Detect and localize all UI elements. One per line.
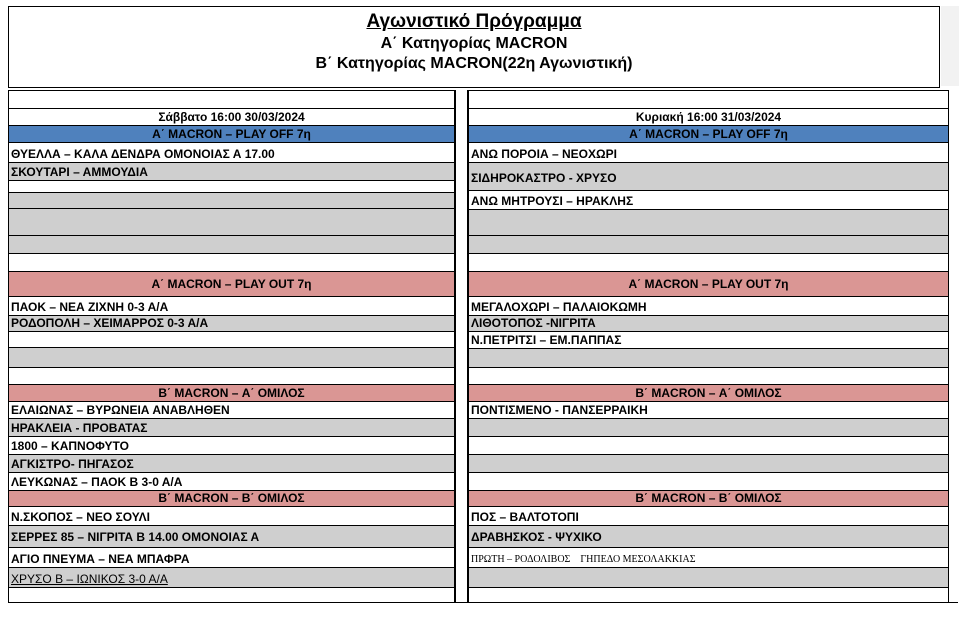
page-edge-shade (941, 6, 959, 86)
empty-row (469, 209, 948, 235)
match-row: ΔΡΑΒΗΣΚΟΣ - ΨΥΧΙΚΟ (469, 525, 948, 547)
empty-row (9, 192, 454, 208)
empty-row (469, 367, 948, 384)
match-row: ΧΡΥΣΟ Β – ΙΩΝΙΚΟΣ 3-0 Α/Α (9, 567, 454, 587)
bottom-rule (8, 602, 958, 603)
match-row: ΠΟΣ – ΒΑΛΤΟΤΟΠΙ (469, 506, 948, 525)
match-row: ΠΟΝΤΙΣΜΕΝΟ - ΠΑΝΣΕΡΡΑΙΚΗ (469, 401, 948, 418)
schedule-header (8, 6, 940, 88)
section-header-playout: Α΄ MACRON – PLAY OUT 7η (9, 271, 454, 296)
section-header-group-b: Β΄ MACRON – Β΄ ΟΜΙΛΟΣ (9, 490, 454, 506)
empty-row (469, 567, 948, 587)
empty-row (469, 418, 948, 436)
empty-row (9, 180, 454, 192)
sunday-date: Κυριακή 16:00 31/03/2024 (469, 108, 948, 125)
saturday-column (8, 90, 455, 602)
match-row: ΣΙΔΗΡΟΚΑΣΤΡΟ - ΧΡΥΣΟ (469, 162, 948, 190)
match-row: ΑΓΚΙΣΤΡΟ- ΠΗΓΑΣΟΣ (9, 454, 454, 472)
empty-row (9, 253, 454, 271)
empty-row (9, 331, 454, 347)
match-row: ΘΥΕΛΛΑ – ΚΑΛΑ ΔΕΝΔΡΑ ΟΜΟΝΟΙΑΣ Α 17.00 (9, 142, 454, 162)
match-row: ΣΚΟΥΤΑΡΙ – ΑΜΜΟΥΔΙΑ (9, 162, 454, 180)
schedule-subtitle-a: Α΄ Κατηγορίας MACRON (380, 35, 568, 52)
match-row: ΑΓΙΟ ΠΝΕΥΜΑ – ΝΕΑ ΜΠΑΦΡΑ (9, 547, 454, 567)
match-row: ΛΙΘΟΤΟΠΟΣ -ΝΙΓΡΙΤΑ (469, 315, 948, 331)
match-row: ΠΡΩΤΗ – ΡΟΔΟΛΙΒΟΣ ΓΗΠΕΔΟ ΜΕΣΟΛΑΚΚΙΑΣ (469, 547, 948, 567)
empty-row (469, 472, 948, 490)
sunday-column (468, 90, 949, 602)
spacer-row (9, 90, 454, 108)
empty-row (469, 348, 948, 367)
match-row: ΡΟΔΟΠΟΛΗ – ΧΕΙΜΑΡΡΟΣ 0-3 Α/Α (9, 315, 454, 331)
empty-row (469, 587, 948, 602)
match-row: 1800 – ΚΑΠΝΟΦΥΤΟ (9, 436, 454, 454)
column-divider (455, 90, 468, 602)
section-header-group-a: Β΄ MACRON – Α΄ ΟΜΙΛΟΣ (469, 384, 948, 401)
schedule-subtitle-b: Β΄ Κατηγορίας MACRON(22η Αγωνιστική) (315, 55, 633, 72)
empty-row (469, 436, 948, 454)
empty-row (9, 235, 454, 253)
spacer-row (469, 90, 948, 108)
section-header-group-b: Β΄ MACRON – Β΄ ΟΜΙΛΟΣ (469, 490, 948, 506)
match-row: ΑΝΩ ΜΗΤΡΟΥΣΙ – ΗΡΑΚΛΗΣ (469, 190, 948, 209)
empty-row (9, 347, 454, 367)
match-row: ΗΡΑΚΛΕΙΑ - ΠΡΟΒΑΤΑΣ (9, 418, 454, 436)
match-row: ΜΕΓΑΛΟΧΩΡΙ – ΠΑΛΑΙΟΚΩΜΗ (469, 296, 948, 315)
match-row: ΠΑΟΚ – ΝΕΑ ΖΙΧΝΗ 0-3 Α/Α (9, 296, 454, 315)
empty-row (9, 208, 454, 235)
match-row: ΕΛΑΙΩΝΑΣ – ΒΥΡΩΝΕΙΑ ΑΝΑΒΛΗΘΕΝ (9, 401, 454, 418)
match-row: Ν.ΣΚΟΠΟΣ – ΝΕΟ ΣΟΥΛΙ (9, 506, 454, 525)
empty-row (9, 367, 454, 384)
empty-row (9, 587, 454, 602)
section-header-playoff: Α΄ MACRON – PLAY OFF 7η (9, 125, 454, 142)
match-row: ΛΕΥΚΩΝΑΣ – ΠΑΟΚ Β 3-0 Α/Α (9, 472, 454, 490)
empty-row (469, 454, 948, 472)
match-row: ΣΕΡΡΕΣ 85 – ΝΙΓΡΙΤΑ Β 14.00 ΟΜΟΝΟΙΑΣ Α (9, 525, 454, 547)
schedule-title: Αγωνιστικό Πρόγραμμα (366, 11, 582, 32)
empty-row (469, 235, 948, 253)
empty-row (469, 253, 948, 271)
saturday-date: Σάββατο 16:00 30/03/2024 (9, 108, 454, 125)
match-row: Ν.ΠΕΤΡΙΤΣΙ – ΕΜ.ΠΑΠΠΑΣ (469, 331, 948, 348)
section-header-playout: Α΄ MACRON – PLAY OUT 7η (469, 271, 948, 296)
match-row: ΑΝΩ ΠΟΡΟΙΑ – ΝΕΟΧΩΡΙ (469, 142, 948, 162)
section-header-group-a: Β΄ MACRON – Α΄ ΟΜΙΛΟΣ (9, 384, 454, 401)
section-header-playoff: Α΄ MACRON – PLAY OFF 7η (469, 125, 948, 142)
